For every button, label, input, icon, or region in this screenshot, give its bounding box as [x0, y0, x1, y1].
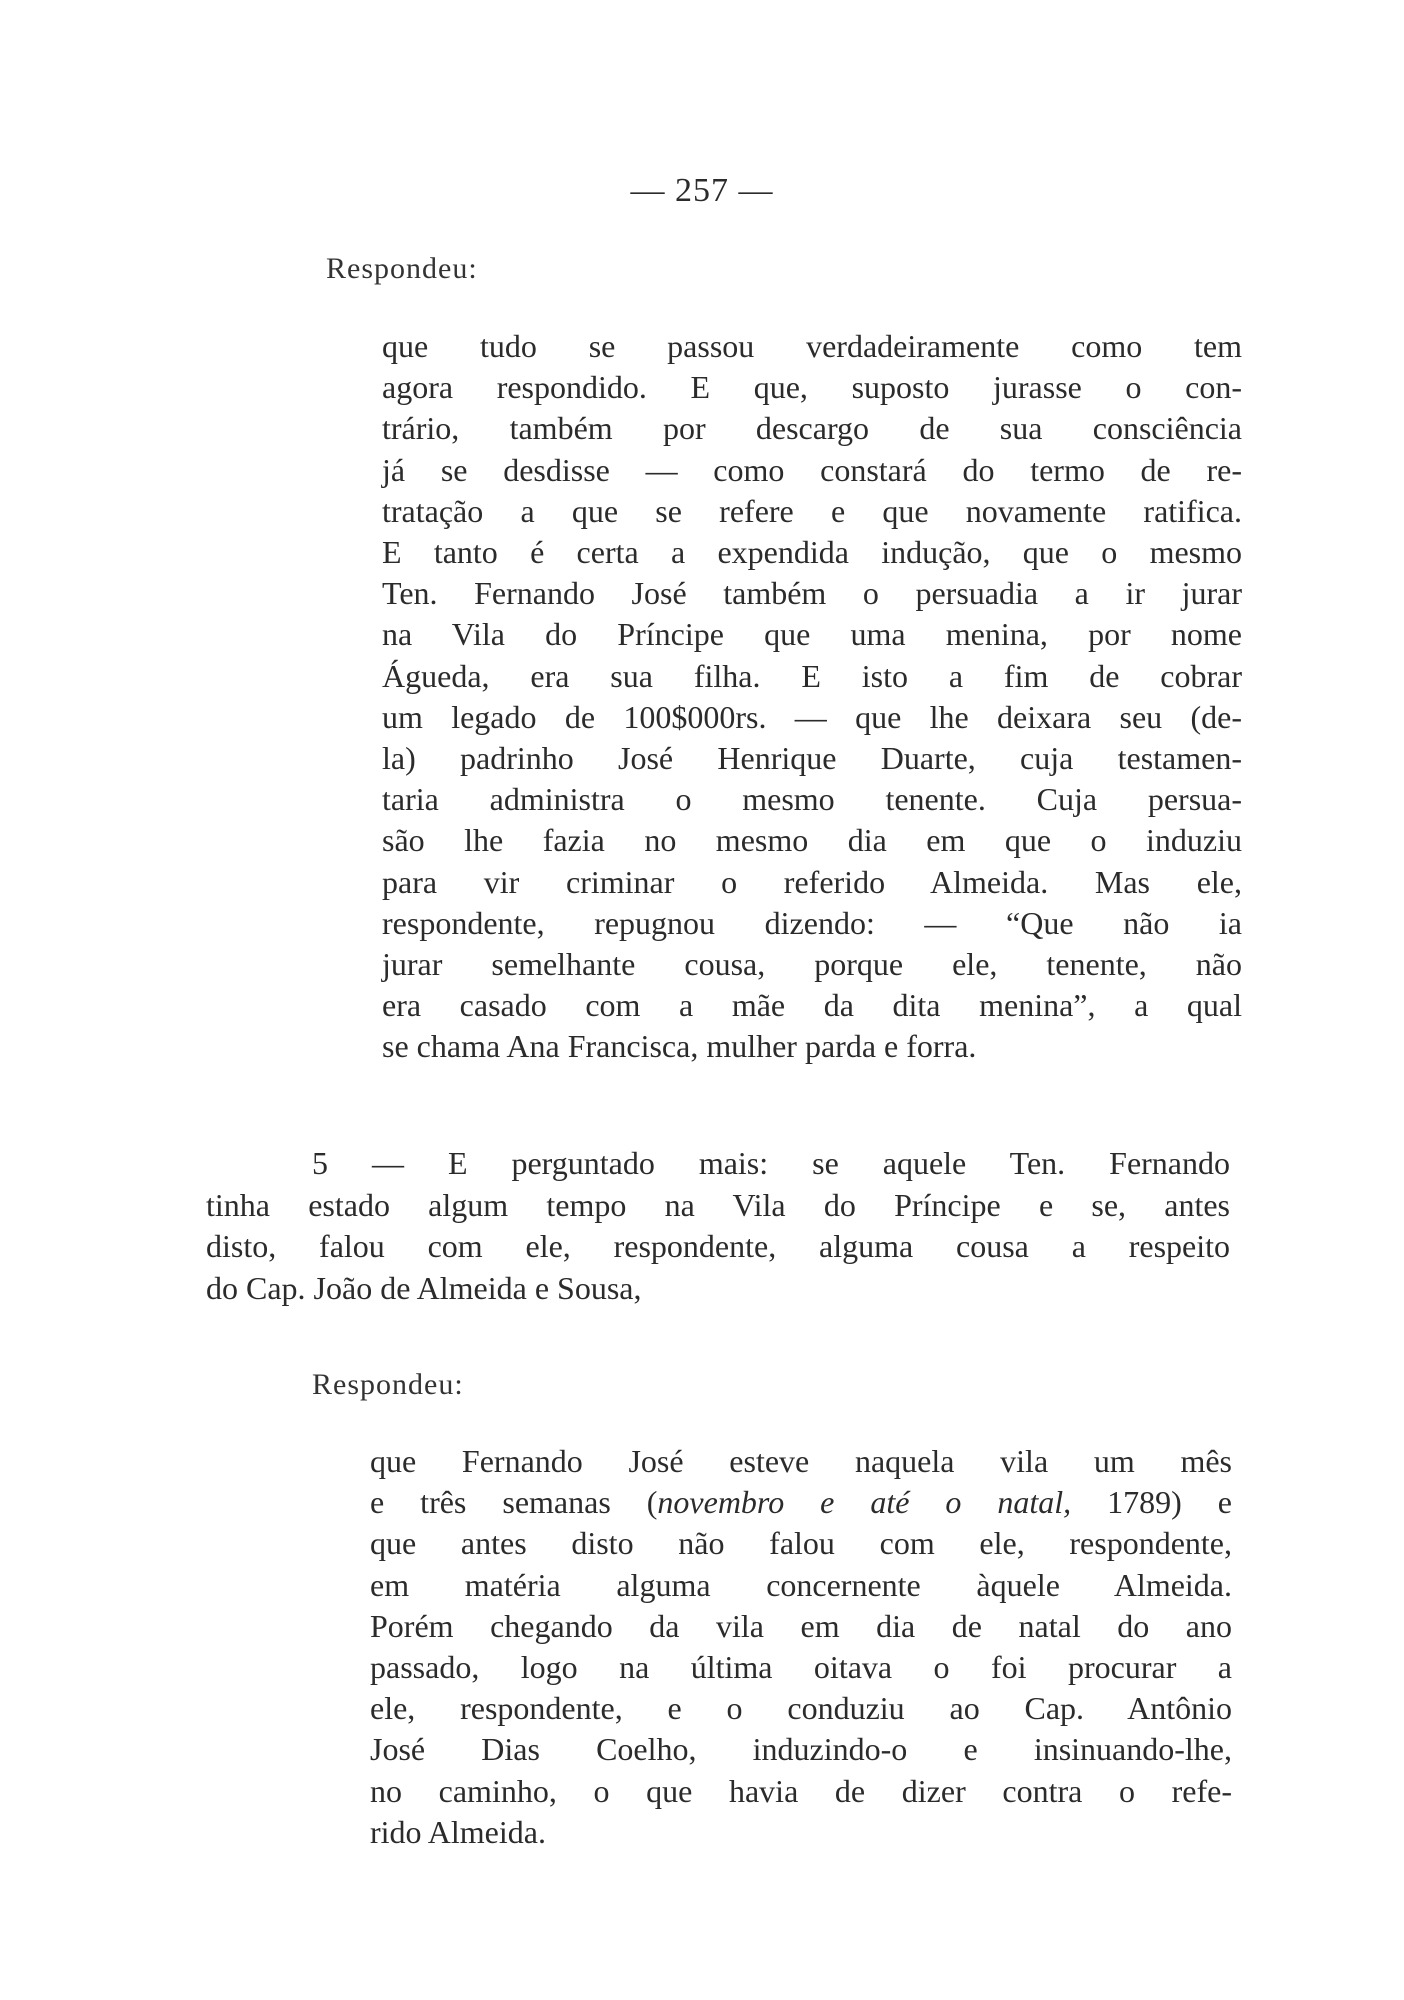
text-line: Ten. Fernando José também o persuadia a ir jurar: [382, 575, 1242, 612]
response-label: Respondeu:: [312, 1368, 464, 1401]
text-segment: e três semanas (: [370, 1484, 658, 1521]
text-line: se chama Ana Francisca, mulher parda e forra.: [382, 1028, 977, 1065]
text-line: ele, respondente, e o conduziu ao Cap. Antônio: [370, 1690, 1232, 1727]
text-line: passado, logo na última oitava o foi procurar a: [370, 1649, 1232, 1686]
page-number: — 257 —: [630, 172, 774, 209]
answer-paragraph-2: [370, 1441, 1232, 1853]
response-label: Respondeu:: [326, 252, 478, 285]
text-line: la) padrinho José Henrique Duarte, cuja testamen-: [382, 740, 1242, 777]
text-line: respondente, repugnou dizendo: — “Que não ia: [382, 904, 1242, 941]
text-line: agora respondido. E que, suposto jurasse o con-: [382, 369, 1242, 406]
italic-date-note: novembro e até o natal,: [657, 1484, 1072, 1521]
text-line: era casado com a mãe da dita menina”, a qual: [382, 987, 1242, 1024]
text-line: José Dias Coelho, induzindo-o e insinuando-lhe,: [370, 1731, 1232, 1768]
text-line: taria administra o mesmo tenente. Cuja persua-: [382, 781, 1242, 818]
text-line: [370, 1482, 1232, 1523]
text-line: que antes disto não falou com ele, respondente,: [370, 1525, 1232, 1562]
text-segment: 1789) e: [1071, 1484, 1233, 1521]
text-line: para vir criminar o referido Almeida. Mas ele,: [382, 863, 1242, 900]
text-line: do Cap. João de Almeida e Sousa,: [206, 1269, 642, 1306]
text-line: um legado de 100$000rs. — que lhe deixara seu (de-: [382, 698, 1242, 735]
text-line: 5 — E perguntado mais: se aquele Ten. Fernando: [312, 1145, 1230, 1181]
text-line: na Vila do Príncipe que uma menina, por nome: [382, 616, 1242, 653]
text-line: tratação a que se refere e que novamente ratifica.: [382, 492, 1242, 529]
text-line: E tanto é certa a expendida indução, que o mesmo: [382, 534, 1242, 571]
text-line: Porém chegando da vila em dia de natal do ano: [370, 1607, 1232, 1644]
text-line: já se desdisse — como constará do termo de re-: [382, 451, 1242, 488]
answer-paragraph-1: [382, 326, 1242, 1068]
text-line: trário, também por descargo de sua consciência: [382, 410, 1242, 447]
text-line: no caminho, o que havia de dizer contra o refe-: [370, 1772, 1232, 1809]
question-paragraph-5: [206, 1143, 1230, 1309]
text-line: disto, falou com ele, respondente, alguma cousa a respeito: [206, 1228, 1230, 1264]
text-line: são lhe fazia no mesmo dia em que o induziu: [382, 822, 1242, 859]
text-line: em matéria alguma concernente àquele Almeida.: [370, 1566, 1232, 1603]
text-line: tinha estado algum tempo na Vila do Príncipe e se, antes: [206, 1186, 1230, 1223]
text-line: rido Almeida.: [370, 1813, 546, 1850]
text-line: Águeda, era sua filha. E isto a fim de cobrar: [382, 657, 1242, 694]
text-line: jurar semelhante cousa, porque ele, tenente, não: [382, 946, 1242, 983]
text-line: que tudo se passou verdadeiramente como tem: [382, 328, 1242, 364]
text-line: que Fernando José esteve naquela vila um mês: [370, 1443, 1232, 1479]
